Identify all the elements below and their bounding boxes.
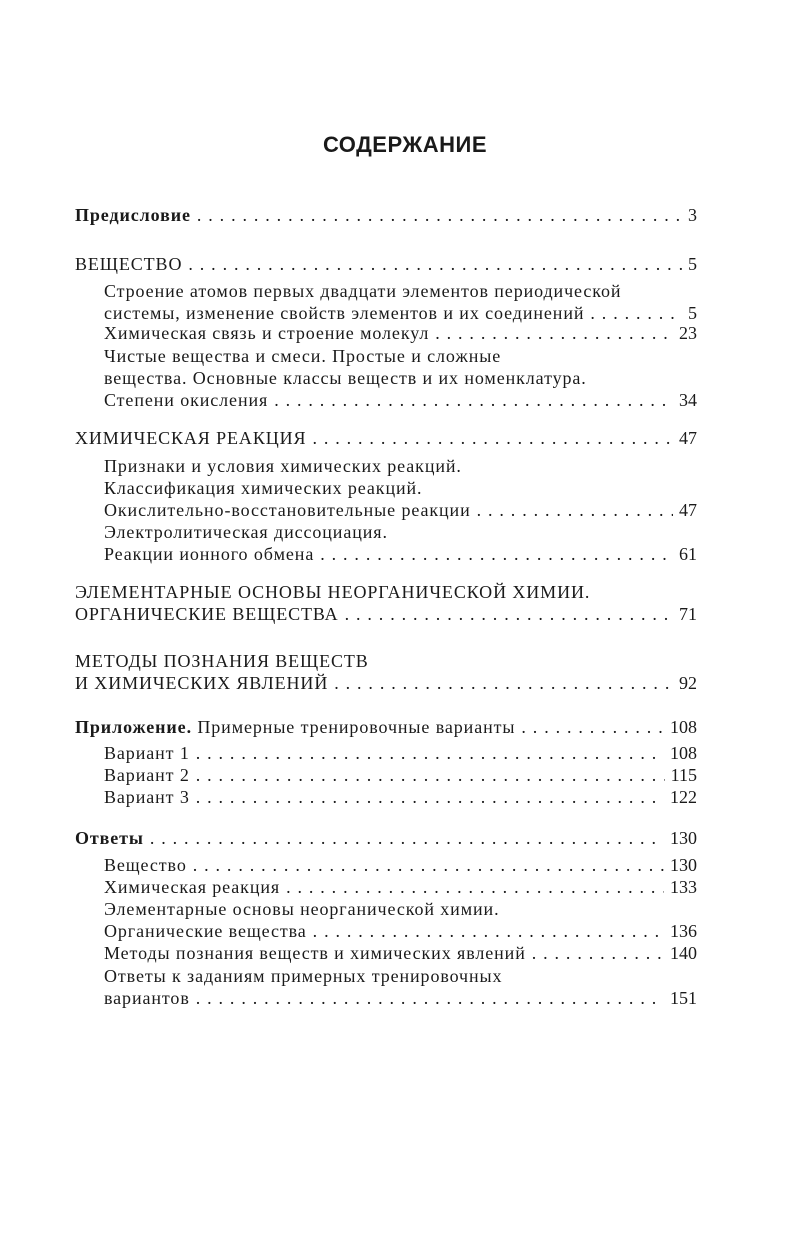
toc-entry-line — [104, 477, 697, 499]
toc-entry-line — [104, 280, 697, 302]
toc-entry-text — [75, 603, 339, 625]
page-number: 136 — [670, 921, 697, 941]
toc-entry-bold-label: Ответы — [75, 828, 144, 848]
toc-entry-line — [75, 427, 697, 449]
page-number: 115 — [670, 765, 697, 785]
toc-entry-line — [104, 302, 697, 324]
toc-entry-line — [104, 876, 697, 898]
toc-entry-title: Химическая связь и строение молекул — [104, 323, 430, 343]
dot-leader — [188, 253, 682, 275]
page-number: 71 — [679, 604, 697, 624]
toc-entry-line — [104, 786, 697, 808]
page-title: СОДЕРЖАНИЕ — [322, 132, 488, 157]
toc-entry-title: Электролитическая диссоциация. — [104, 522, 388, 542]
toc-entry-title: Чистые вещества и смеси. Простые и сложные — [104, 346, 502, 366]
toc-entry-text — [104, 346, 501, 366]
dot-leader — [477, 499, 673, 521]
page-number: 108 — [670, 743, 697, 763]
toc-entry-title: вещества. Основные классы веществ и их номенклатура. — [104, 368, 587, 388]
toc-entry-title: Вещество — [104, 855, 187, 875]
toc-entry[interactable] — [75, 650, 697, 694]
toc-entry-title: Органические вещества — [104, 921, 307, 941]
toc-entry-text — [104, 302, 584, 324]
page-number: 133 — [670, 877, 697, 897]
toc-entry[interactable] — [104, 786, 697, 808]
page-number: 47 — [679, 500, 697, 520]
toc-entry-title: Ответы к заданиям примерных тренировочных — [104, 966, 503, 986]
dot-leader — [150, 827, 664, 849]
dot-leader — [435, 322, 673, 344]
toc-entry-text — [104, 854, 187, 876]
toc-entry-title: Вариант 3 — [104, 787, 190, 807]
toc-entry-text — [75, 672, 328, 694]
dot-leader — [196, 987, 664, 1009]
toc-entry-text — [104, 876, 280, 898]
toc-entry-text — [104, 786, 190, 808]
toc-entry-text — [104, 281, 621, 301]
dot-leader — [196, 742, 664, 764]
page-number: 108 — [670, 717, 697, 737]
toc-entry-text — [75, 582, 590, 602]
dot-leader — [286, 876, 664, 898]
toc-entry-text — [104, 522, 388, 542]
page-number: 92 — [679, 673, 697, 693]
dot-leader — [521, 716, 664, 738]
toc-entry[interactable] — [75, 253, 697, 275]
toc-entry-title: Реакции ионного обмена — [104, 544, 315, 564]
toc-entry-text — [104, 322, 429, 344]
toc-entry-line — [104, 942, 697, 964]
toc-entry-title: ХИМИЧЕСКАЯ РЕАКЦИЯ — [75, 428, 307, 448]
dot-leader — [320, 543, 673, 565]
toc-entry-text — [104, 742, 190, 764]
toc-entry[interactable] — [104, 854, 697, 876]
dot-leader — [313, 920, 664, 942]
toc-entry-title: Степени окисления — [104, 390, 269, 410]
toc-entry[interactable] — [104, 345, 697, 411]
toc-entry-title: Примерные тренировочные варианты — [191, 717, 516, 737]
toc-entry-text — [104, 499, 471, 521]
dot-leader — [196, 786, 664, 808]
toc-entry-line — [104, 987, 697, 1009]
toc-entry-line — [104, 345, 697, 367]
toc-entry-title: Вариант 1 — [104, 743, 190, 763]
toc-entry-text — [104, 920, 307, 942]
toc-entry-title: Химическая реакция — [104, 877, 281, 897]
toc-entry[interactable] — [104, 280, 697, 324]
page-number: 130 — [670, 855, 697, 875]
page-number: 23 — [679, 323, 697, 343]
toc-entry-line — [104, 898, 697, 920]
toc-entry[interactable] — [104, 742, 697, 764]
toc-entry-line — [104, 920, 697, 942]
dot-leader — [197, 204, 682, 226]
page-number: 5 — [688, 254, 697, 274]
toc-entry-line — [75, 827, 697, 849]
toc-entry[interactable] — [104, 764, 697, 786]
toc-entry-title: Признаки и условия химических реакций. — [104, 456, 462, 476]
toc-entry-line — [104, 499, 697, 521]
toc-entry-title: Методы познания веществ и химических явлений — [104, 943, 526, 963]
toc-entry-title: Элементарные основы неорганической химии. — [104, 899, 500, 919]
toc-entry-line — [75, 716, 697, 738]
toc-entry-bold-label: Предисловие — [75, 205, 191, 225]
toc-entry[interactable] — [104, 898, 697, 942]
toc-entry-title: Классификация химических реакций. — [104, 478, 423, 498]
toc-entry-text — [104, 899, 499, 919]
toc-entry-line — [104, 543, 697, 565]
toc-entry-line — [75, 672, 697, 694]
toc-entry-text — [104, 368, 587, 388]
toc-entry-line — [75, 581, 697, 603]
page-number: 130 — [670, 828, 697, 848]
toc-entry[interactable] — [104, 455, 697, 521]
toc-entry[interactable] — [75, 581, 697, 625]
dot-leader — [532, 942, 664, 964]
toc-entry-text — [75, 651, 369, 671]
toc-entry-text — [75, 716, 515, 738]
toc-entry[interactable] — [104, 876, 697, 898]
toc-entry-line — [104, 742, 697, 764]
dot-leader — [193, 854, 664, 876]
page-number: 122 — [670, 787, 697, 807]
page-number: 5 — [688, 303, 697, 323]
toc-entry[interactable] — [104, 965, 697, 1009]
dot-leader — [334, 672, 673, 694]
page-number: 47 — [679, 428, 697, 448]
toc-entry-title: ОРГАНИЧЕСКИЕ ВЕЩЕСТВА — [75, 604, 339, 624]
toc-entry-line — [104, 367, 697, 389]
toc-entry-line — [104, 521, 697, 543]
toc-entry-title: Окислительно-восстановительные реакции — [104, 500, 471, 520]
page-number: 61 — [679, 544, 697, 564]
toc-entry-text — [104, 966, 502, 986]
toc-entry-text — [104, 456, 462, 476]
toc-entry-line — [104, 455, 697, 477]
toc-entry[interactable] — [75, 827, 697, 849]
toc-entry-line — [75, 253, 697, 275]
toc-entry[interactable] — [75, 716, 697, 738]
dot-leader — [274, 389, 673, 411]
toc-entry-line — [104, 389, 697, 411]
toc-entry-line — [104, 764, 697, 786]
toc-entry-text — [75, 827, 144, 849]
toc-entry[interactable] — [104, 322, 697, 344]
toc-entry-text — [104, 543, 314, 565]
page-number: 34 — [679, 390, 697, 410]
toc-entry-title: Вариант 2 — [104, 765, 190, 785]
page-number: 140 — [670, 943, 697, 963]
dot-leader — [196, 764, 665, 786]
toc-entry-title: вариантов — [104, 988, 190, 1008]
page-number: 3 — [688, 205, 697, 225]
toc-entry-text — [75, 427, 306, 449]
toc-entry-title: системы, изменение свойств элементов и их соединений — [104, 303, 585, 323]
toc-entry-line — [104, 965, 697, 987]
toc-entry-text — [75, 253, 182, 275]
toc-entry-line — [75, 650, 697, 672]
toc-entry[interactable] — [75, 204, 697, 226]
toc-entry-title: И ХИМИЧЕСКИХ ЯВЛЕНИЙ — [75, 673, 329, 693]
toc-entry-title: ЭЛЕМЕНТАРНЫЕ ОСНОВЫ НЕОРГАНИЧЕСКОЙ ХИМИИ. — [75, 582, 591, 602]
toc-entry-title: Строение атомов первых двадцати элементов периодической — [104, 281, 622, 301]
toc-entry-text — [104, 942, 526, 964]
page-number: 151 — [670, 988, 697, 1008]
toc-entry-text — [104, 987, 190, 1009]
toc-entry-line — [104, 322, 697, 344]
toc-entry[interactable] — [104, 521, 697, 565]
toc-entry-text — [104, 389, 268, 411]
dot-leader — [590, 302, 682, 324]
dot-leader — [312, 427, 673, 449]
toc-entry-line — [104, 854, 697, 876]
toc-entry-title: ВЕЩЕСТВО — [75, 254, 183, 274]
toc-entry-text — [104, 764, 190, 786]
toc-entry-title: МЕТОДЫ ПОЗНАНИЯ ВЕЩЕСТВ — [75, 651, 369, 671]
toc-entry-line — [75, 204, 697, 226]
toc-entry-text — [104, 478, 422, 498]
toc-entry-line — [75, 603, 697, 625]
toc-entry[interactable] — [104, 942, 697, 964]
toc-entry-bold-label: Приложение. — [75, 717, 192, 737]
dot-leader — [345, 603, 673, 625]
toc-entry[interactable] — [75, 427, 697, 449]
toc-entry-text — [75, 204, 191, 226]
